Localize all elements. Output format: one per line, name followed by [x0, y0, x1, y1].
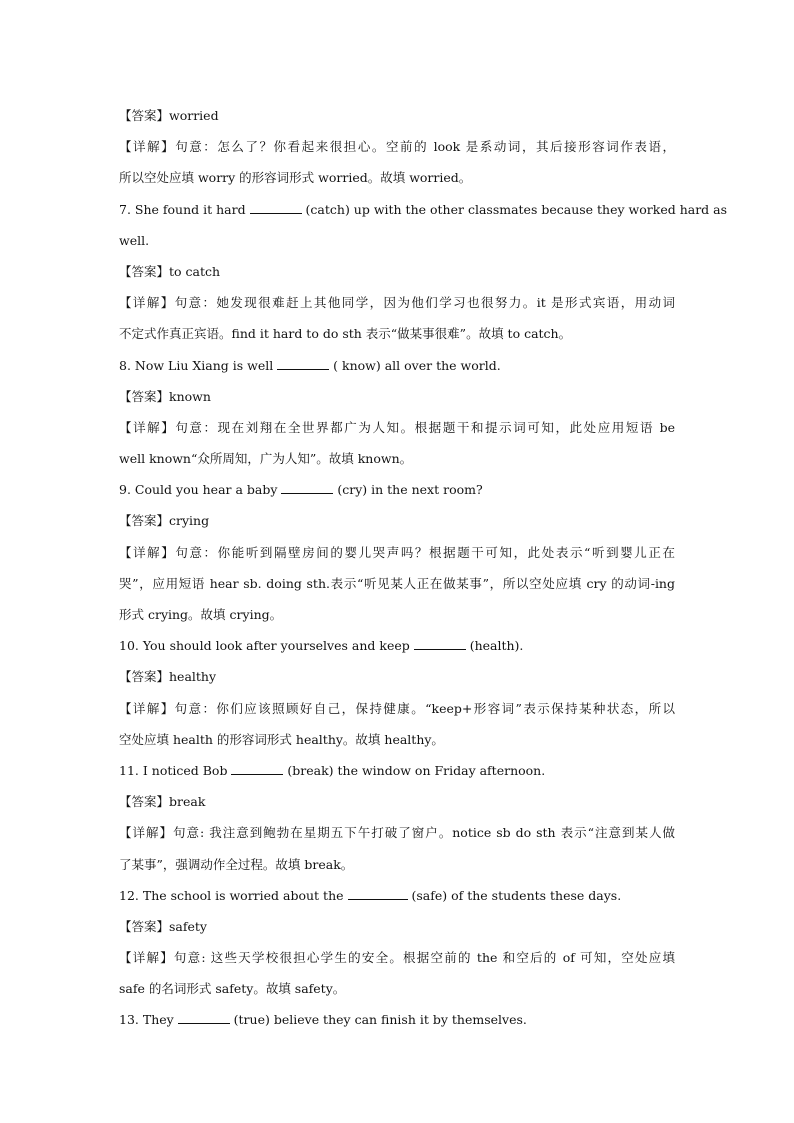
question-text: 13. They	[119, 1012, 178, 1028]
detail-text: 不定式作真正宾语。find it hard to do sth 表示“做某事很难”。故填 to catch。	[119, 326, 572, 342]
detail-line	[119, 599, 675, 630]
question-text: (catch) up with the other classmates because they worked hard as	[301, 201, 728, 217]
document-body	[119, 100, 728, 1036]
detail-line	[119, 849, 675, 880]
detail-line	[119, 318, 675, 349]
detail-line	[119, 724, 675, 755]
detail-line	[119, 287, 675, 318]
detail-line	[119, 693, 675, 724]
question-line	[119, 225, 675, 256]
question-text: 10. You should look after yourselves and keep	[119, 638, 414, 654]
answer-text: 【答案】worried	[119, 108, 219, 123]
detail-line	[119, 443, 675, 474]
question-text: (cry) in the next room?	[333, 482, 483, 498]
answer-line	[119, 381, 675, 412]
answer-line	[119, 505, 675, 536]
question-12	[119, 880, 675, 911]
detail-text: 【详解】句意: 这些天学校很担心学生的安全。根据空前的 the 和空后的 of 可知，空处应填	[119, 950, 675, 966]
answer-text: 【答案】healthy	[119, 669, 217, 685]
question-13	[119, 1004, 675, 1035]
detail-text: well known“众所周知，广为人知”。故填 known。	[119, 451, 413, 467]
answer-text: 【答案】crying	[119, 513, 210, 529]
question-11	[119, 755, 675, 786]
fill-in-blank	[414, 639, 466, 650]
detail-line	[119, 973, 675, 1004]
detail-text: safe 的名词形式 safety。故填 safety。	[119, 981, 346, 997]
question-text: well.	[119, 232, 150, 248]
answer-text: 【答案】to catch	[119, 263, 221, 279]
detail-line	[119, 568, 675, 599]
detail-line	[119, 817, 675, 848]
answer-line	[119, 911, 675, 942]
fill-in-blank	[281, 483, 333, 494]
detail-text: 【详解】句意: 我注意到鲍勃在星期五下午打破了窗户。notice sb do sth 表示“注意到某人做	[119, 825, 675, 841]
question-8	[119, 350, 675, 381]
detail-line	[119, 942, 675, 973]
detail-text: 所以空处应填 worry 的形容词形式 worried。故填 worried。	[119, 170, 472, 186]
fill-in-blank	[348, 889, 408, 900]
answer-line	[119, 786, 675, 817]
question-text: 7. She found it hard	[119, 201, 250, 217]
answer-text: 【答案】safety	[119, 918, 207, 934]
question-text: (health).	[465, 638, 524, 654]
question-9	[119, 474, 675, 505]
detail-text: 【详解】句意：现在刘翔在全世界都广为人知。根据题干和提示词可知，此处应用短语 be	[119, 419, 675, 435]
fill-in-blank	[277, 359, 329, 370]
answer-line	[119, 256, 675, 287]
answer-text: 【答案】known	[119, 388, 211, 404]
question-7	[119, 194, 728, 225]
fill-in-blank	[178, 1013, 230, 1024]
answer-line	[119, 661, 675, 692]
question-10	[119, 630, 675, 661]
fill-in-blank	[250, 203, 302, 214]
detail-text: 【详解】句意：你们应该照顾好自己，保持健康。“keep+形容词”表示保持某种状态，所以	[119, 700, 675, 716]
question-text: (safe) of the students these days.	[407, 887, 622, 903]
detail-text: 【详解】句意：她发现很难赶上其他同学，因为他们学习也很努力。it 是形式宾语，用动词	[119, 295, 675, 311]
question-text: ( know) all over the world.	[329, 357, 501, 373]
detail-line	[119, 537, 675, 568]
question-text: 12. The school is worried about the	[119, 887, 348, 903]
answer-line	[119, 100, 675, 131]
detail-line	[119, 131, 675, 162]
question-text: 9. Could you hear a baby	[119, 482, 282, 498]
detail-text: 空处应填 health 的形容词形式 healthy。故填 healthy。	[119, 731, 444, 747]
detail-text: 【详解】句意：你能听到隔壁房间的婴儿哭声吗？根据题干可知，此处表示“听到婴儿正在	[119, 544, 675, 560]
question-text: (true) believe they can finish it by themselves.	[229, 1012, 527, 1028]
question-text: 11. I noticed Bob	[119, 762, 232, 778]
fill-in-blank	[231, 764, 283, 775]
question-text: (break) the window on Friday afternoon.	[283, 762, 546, 778]
detail-line	[119, 162, 675, 193]
detail-text: 形式 crying。故填 crying。	[119, 607, 283, 622]
detail-text: 【详解】句意：怎么了？你看起来很担心。空前的 look 是系动词，其后接形容词作表语，	[119, 139, 675, 155]
detail-line	[119, 412, 675, 443]
detail-text: 了某事”，强调动作全过程。故填 break。	[119, 856, 354, 872]
question-text: 8. Now Liu Xiang is well	[119, 357, 278, 373]
answer-text: 【答案】break	[119, 794, 206, 810]
detail-text: 哭”，应用短语 hear sb. doing sth.表示“听见某人正在做某事”，所以空处应填 cry 的动词-ing	[119, 575, 675, 591]
